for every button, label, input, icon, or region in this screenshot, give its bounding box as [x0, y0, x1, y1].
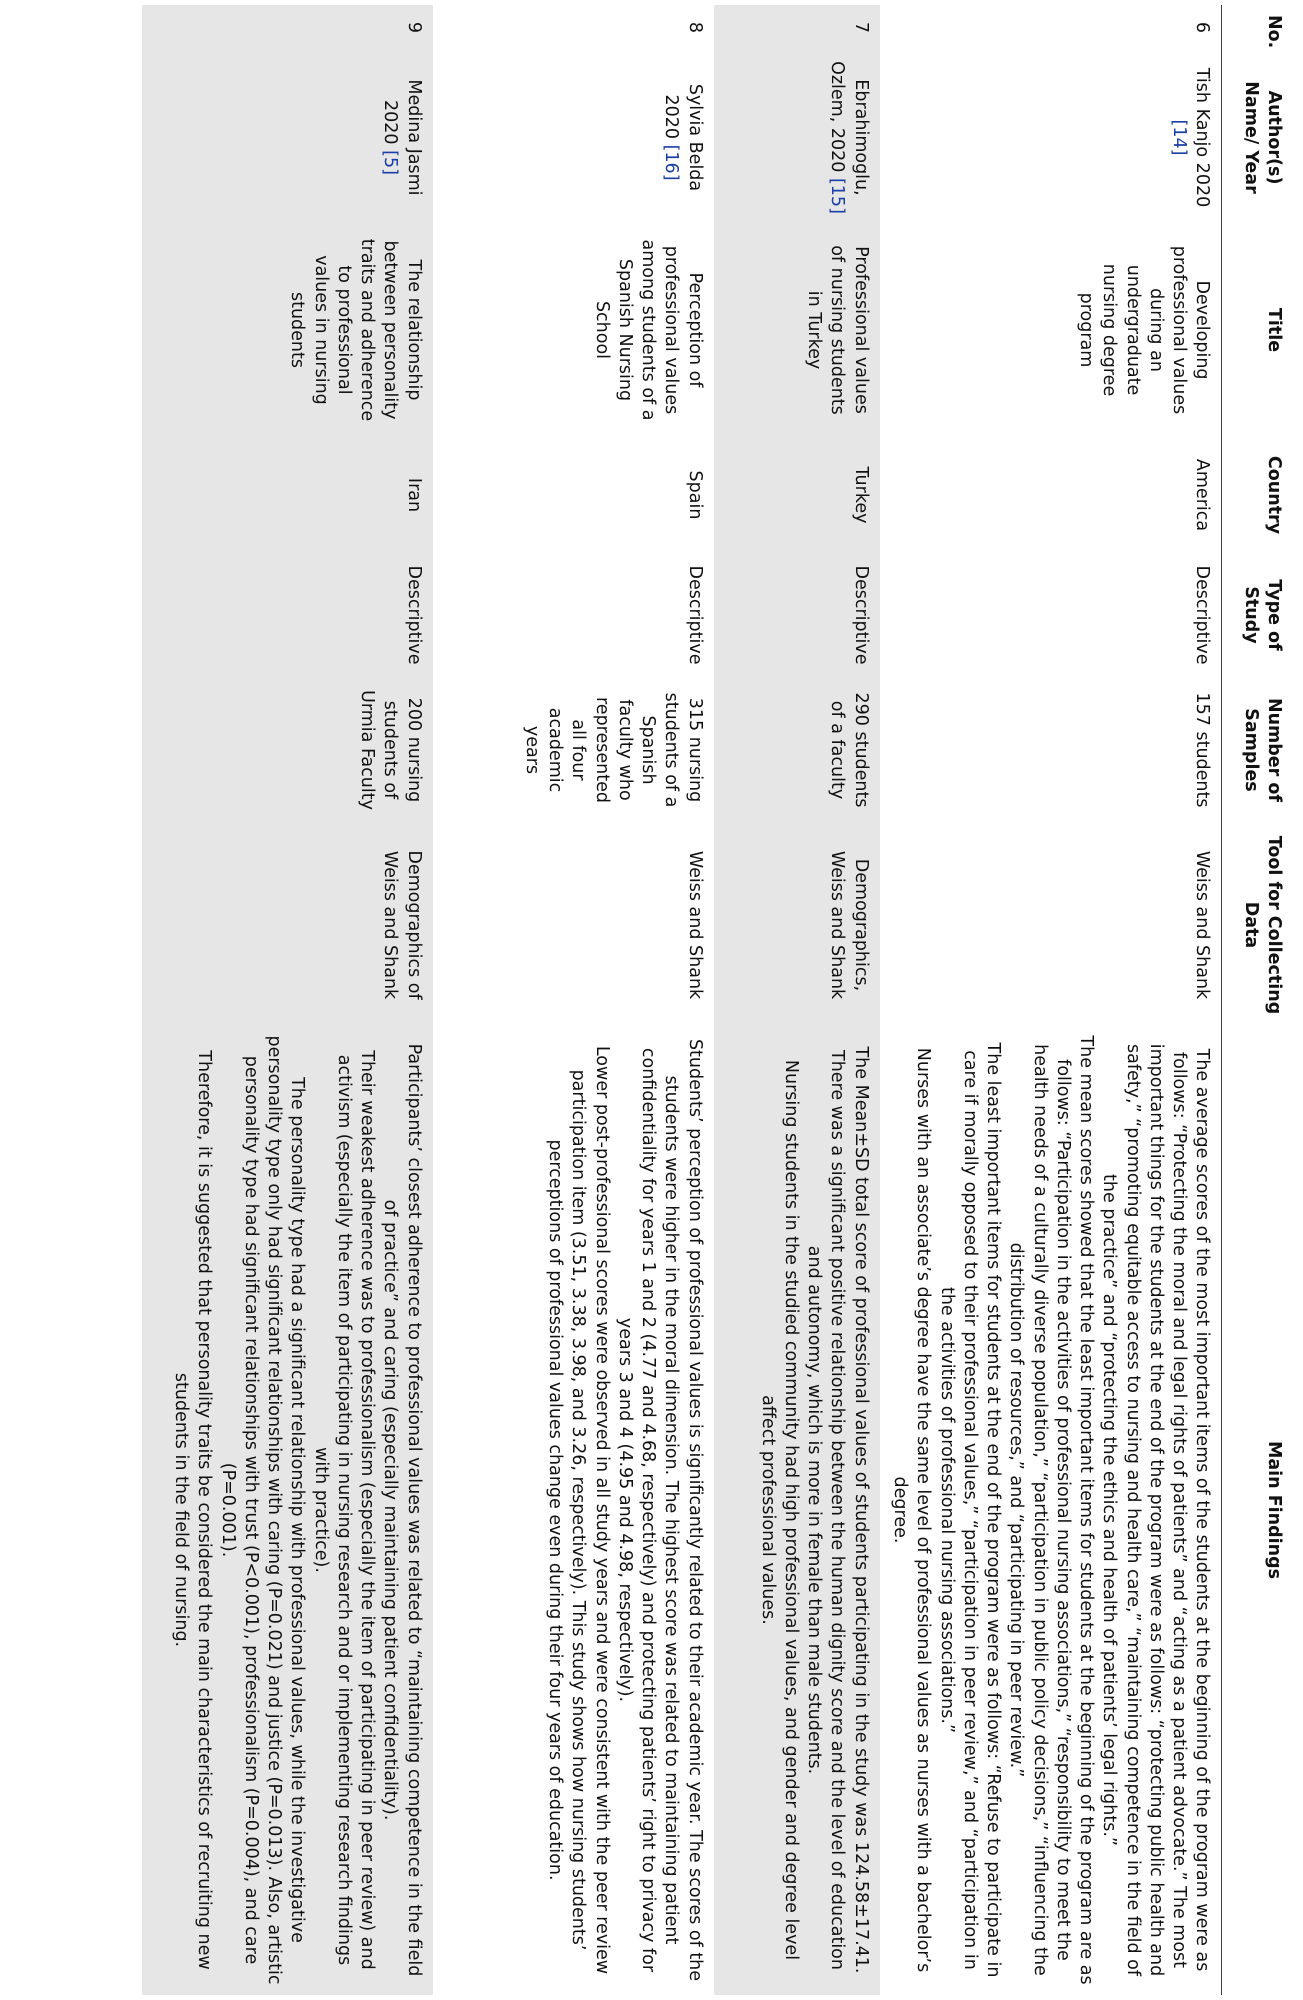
- cell-country: America: [1192, 458, 1213, 532]
- cell-samples: 315 nursing students of a Spanish faculty who represented all four academic years: [521, 692, 705, 808]
- cell-author: [714, 50, 880, 225]
- cell-title: The relationship between personality traits and adherence to professional values in nursing students: [142, 225, 433, 435]
- finding-paragraph: Their weakest adherence was to professionalism (especially the item of participating in peer review) and activism (especially the item of participating in nursing research and or implementing research findings with practice).: [310, 1050, 378, 1970]
- review-table: [142, 5, 1303, 1995]
- author-name: Sylvia Belda 2020: [661, 83, 705, 192]
- cell-country: Turkey: [714, 435, 880, 555]
- reference-link[interactable]: [15]: [827, 177, 848, 214]
- author-name: Ebrahimoglu, Ozlem, 2020: [827, 61, 871, 196]
- cell-findings: [714, 1025, 880, 1995]
- finding-paragraph: Nurses with an associate’s degree have the same level of professional values as nurses with a bachelor’s degree.: [890, 1047, 934, 1973]
- cell-type: Descriptive: [1192, 565, 1213, 665]
- reference-link[interactable]: [16]: [661, 144, 682, 181]
- cell-no: 7: [714, 5, 880, 50]
- cell-type: Descriptive: [684, 565, 705, 665]
- cell-author: [880, 50, 1222, 225]
- finding-paragraph: Nursing students in the studied community had high professional values, and gender and degree level affect professional values.: [757, 1059, 801, 1961]
- header-tool: Tool for Collecting Data: [1222, 825, 1303, 1025]
- cell-author: [142, 50, 433, 225]
- finding-paragraph: The least important items for students at the end of the program were as follows: “Refuse to participate in care if morally opposed to their professional values,” “participation in peer review,” and “participation in the activities of professional nursing associations.”: [936, 1042, 1004, 1978]
- cell-tool: Weiss and Shank: [1192, 850, 1213, 1000]
- cell-title: Developing professional values during an undergraduate nursing degree program: [1076, 245, 1213, 415]
- table-row: [880, 5, 1222, 1995]
- cell-country: Spain: [684, 470, 705, 520]
- table-header-row: [1222, 5, 1303, 1995]
- cell-no: 6: [1192, 21, 1213, 34]
- cell-samples: 200 nursing students of Urmia Faculty: [142, 675, 433, 825]
- cell-findings: [880, 1025, 1222, 1995]
- reference-link[interactable]: [5]: [380, 150, 401, 175]
- cell-samples: 157 students: [1192, 692, 1213, 808]
- finding-paragraph: The mean scores showed that the least important items for students at the beginning of the program are as follows: “Participation in the activities of professional nursing associations,” “responsibility to meet the health needs of a culturally diverse population,” “participation in public policy decisions,” “influencing the distribution of resources,” and “participating in peer review.”: [1006, 1035, 1097, 1985]
- table-row: [142, 5, 433, 1995]
- header-author: Author(s) Name/ Year: [1222, 50, 1303, 225]
- header-samples: Number of Samples: [1222, 675, 1303, 825]
- author-name: Medina Jasmi 2020: [380, 79, 424, 196]
- cell-title: Professional values of nursing students in Turkey: [714, 225, 880, 435]
- header-no: No.: [1222, 5, 1303, 50]
- header-country: Country: [1222, 435, 1303, 555]
- cell-no: 8: [684, 21, 705, 34]
- cell-title: Perception of professional values among students of a Spanish Nursing School: [591, 239, 705, 421]
- cell-tool: Demographics, Weiss and Shank: [714, 825, 880, 1025]
- cell-type: Descriptive: [714, 555, 880, 675]
- author-name: Tish Kanjo 2020: [1192, 67, 1213, 208]
- finding-paragraph: Students’ perception of professional values is significantly related to their academic year. The scores of the students were higher in the moral dimension. The highest score was related to maintaining patient confidentiality for years 1 and 2 (4.77 and 4.68, respectively) and protecting patients’ right to privacy for years 3 and 4 (4.95 and 4.98, respectively).: [614, 1038, 705, 1982]
- reference-link[interactable]: [14]: [1169, 119, 1190, 156]
- cell-tool: Weiss and Shank: [684, 850, 705, 1000]
- table-row: [433, 5, 714, 1995]
- cell-no: 9: [142, 5, 433, 50]
- header-type: Type of Study: [1222, 555, 1303, 675]
- finding-paragraph: The personality type had a significant relationship with professional values, while the investigative personality type only had significant relationships with caring (P=0.021) and justice (P=0.013). Also, artistic personality type had significant relationships with trust (P<0.001), professionalism (P=0.004), and care (P=0.001).: [217, 1035, 308, 1985]
- header-findings: Main Findings: [1222, 1025, 1303, 1995]
- header-title: Title: [1222, 225, 1303, 435]
- cell-findings: [433, 1025, 714, 1995]
- finding-paragraph: Participants’ closest adherence to professional values was related to “maintaining competence in the field of practice” and caring (especially maintaining patient confidentiality).: [380, 1043, 424, 1977]
- cell-type: Descriptive: [142, 555, 433, 675]
- finding-paragraph: Therefore, it is suggested that personality traits be considered the main characteristics of recruiting new students in the field of nursing.: [171, 1050, 215, 1970]
- cell-samples: 290 students of a faculty: [714, 675, 880, 825]
- table-row: [714, 5, 880, 1995]
- finding-paragraph: Lower post-professional scores were observed in all study years and were consistent with the peer review participation item (3.51, 3.38, 3.98, and 3.26, respectively). This study shows how nursing students’ perceptions of professional values change even during their four years of education.: [545, 1045, 612, 1975]
- cell-tool: Demographics of Weiss and Shank: [142, 825, 433, 1025]
- cell-findings: [142, 1025, 433, 1995]
- finding-paragraph: The Mean±SD total score of professional values of students participating in the study was 124.58±17.41. There was a significant positive relationship between the human dignity score and the level of education and autonomy, which is more in female than male students.: [804, 1046, 871, 1974]
- finding-paragraph: The average scores of the most important items of the students at the beginning of the program were as follows: “Protecting the moral and legal rights of patients” and “acting as a patient advocate.” The most important things for the students at the end of the program were as follows: “protecting public health and safety,” “promoting equitable access to nursing and health care,” “maintaining competence in the field of the practice” and “protecting the ethics and health of patients’ legal rights.”: [1099, 1043, 1213, 1977]
- cell-country: Iran: [142, 435, 433, 555]
- cell-author: [433, 50, 714, 225]
